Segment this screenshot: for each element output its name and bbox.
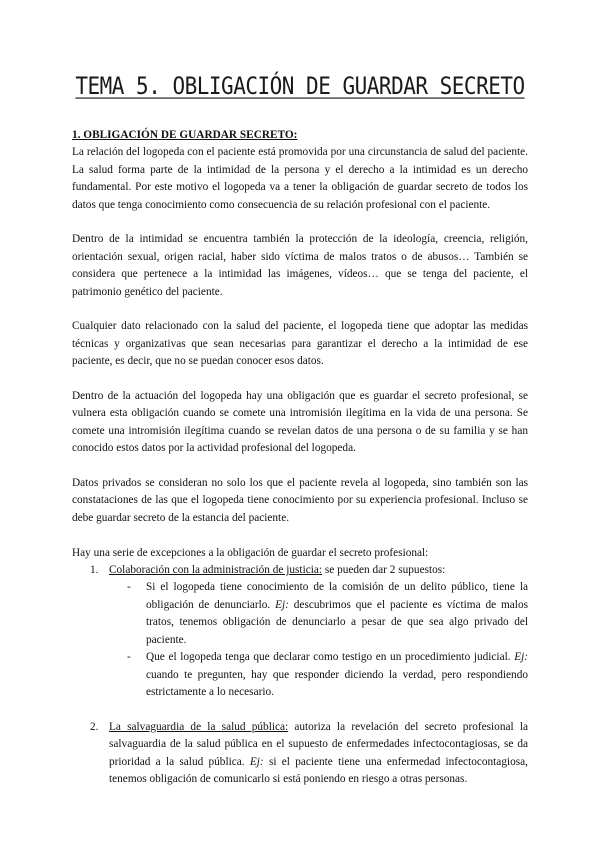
exceptions-intro: Hay una serie de excepciones a la obligación de guardar el secreto profesional: — [72, 546, 429, 559]
item-example: descubrimos que el paciente es víctima de malos tratos, tenemos obligación de denunciarlo a pesar de que sea algo privado del paciente. — [146, 598, 528, 646]
document-body — [72, 127, 528, 788]
list-spacer — [72, 701, 528, 718]
example-label: Ej: — [514, 651, 528, 664]
item-text: Que el logopeda tenga que declarar como testigo en un procedimiento judicial. — [146, 651, 515, 664]
exception-text: autoriza la revelación del secreto profesional la salvaguardia de la salud pública en el supuesto de enfermedades infectocontagiosas, se da prioridad a la salud pública. — [109, 720, 528, 768]
exception-sublist — [109, 579, 528, 701]
list-number: 2. — [90, 720, 99, 733]
dash-bullet: - — [127, 581, 131, 594]
section-heading: 1. OBLIGACIÓN DE GUARDAR SECRETO: — [72, 129, 298, 141]
example-label: Ej: — [249, 755, 264, 768]
exception-item — [72, 562, 528, 701]
exceptions-list — [72, 562, 528, 788]
exception-example: si el paciente tiene una enfermedad infectocontagiosa, tenemos obligación de comunicarlo si está poniendo en riesgo a otras personas. — [109, 755, 528, 785]
item-example: cuando te pregunten, hay que responder diciendo la verdad, pero respondiendo estrictamente a lo necesario. — [146, 668, 528, 698]
paragraph: Dentro de la actuación del logopeda hay una obligación que es guardar el secreto profesional, se vulnera esta obligación cuando se comete una intromisión ilegítima en la vida de una persona. Se comete una intromisión ilegítima cuando se revelan datos de una persona o de su familia y se han conocido estos datos por la actividad profesional del logopeda. — [72, 390, 528, 455]
dash-bullet: - — [127, 651, 131, 664]
paragraph: La relación del logopeda con el paciente está promovida por una circunstancia de salud del paciente. La salud forma parte de la intimidad de la persona y el derecho a la intimidad es un derecho fundamental. Por este motivo el logopeda va a tener la obligación de guardar secreto de todos los datos que tenga conocimiento como consecuencia de su relación profesional con el paciente. — [72, 146, 528, 211]
paragraph: Cualquier dato relacionado con la salud del paciente, el logopeda tiene que adoptar las medidas técnicas y organizativas que sean necesarias para garantizar el derecho a la intimidad de ese paciente, es decir, que no se puedan conocer esos datos. — [72, 320, 528, 368]
item-text: Si el logopeda tiene conocimiento de la comisión de un delito público, tiene la obligación de denunciarlo. — [146, 581, 528, 611]
exception-label: Colaboración con la administración de justicia: — [109, 564, 323, 577]
paragraph: Datos privados se consideran no solo los que el paciente revela al logopeda, sino también son las constataciones de las que el logopeda tiene conocimiento por su experiencia profesional. Incluso se debe guardar secreto de la estancia del paciente. — [72, 477, 528, 524]
exception-label: La salvaguardia de la salud pública: — [109, 720, 289, 733]
sublist-item — [109, 579, 528, 649]
paragraph: Dentro de la intimidad se encuentra también la protección de la ideología, creencia, religión, orientación sexual, origen racial, haber sido víctima de malos tratos o de abusos… También se considera que pertenece a la intimidad las imágenes, vídeos… que se tenga del paciente, el patrimonio genético del paciente. — [72, 233, 528, 298]
exception-item — [72, 719, 528, 789]
list-number: 1. — [90, 564, 99, 577]
sublist-item — [109, 649, 528, 701]
example-label: Ej: — [275, 598, 289, 611]
exception-text: se pueden dar 2 supuestos: — [322, 564, 446, 577]
document-title: TEMA 5. OBLIGACIÓN DE GUARDAR SECRETO — [75, 72, 525, 100]
